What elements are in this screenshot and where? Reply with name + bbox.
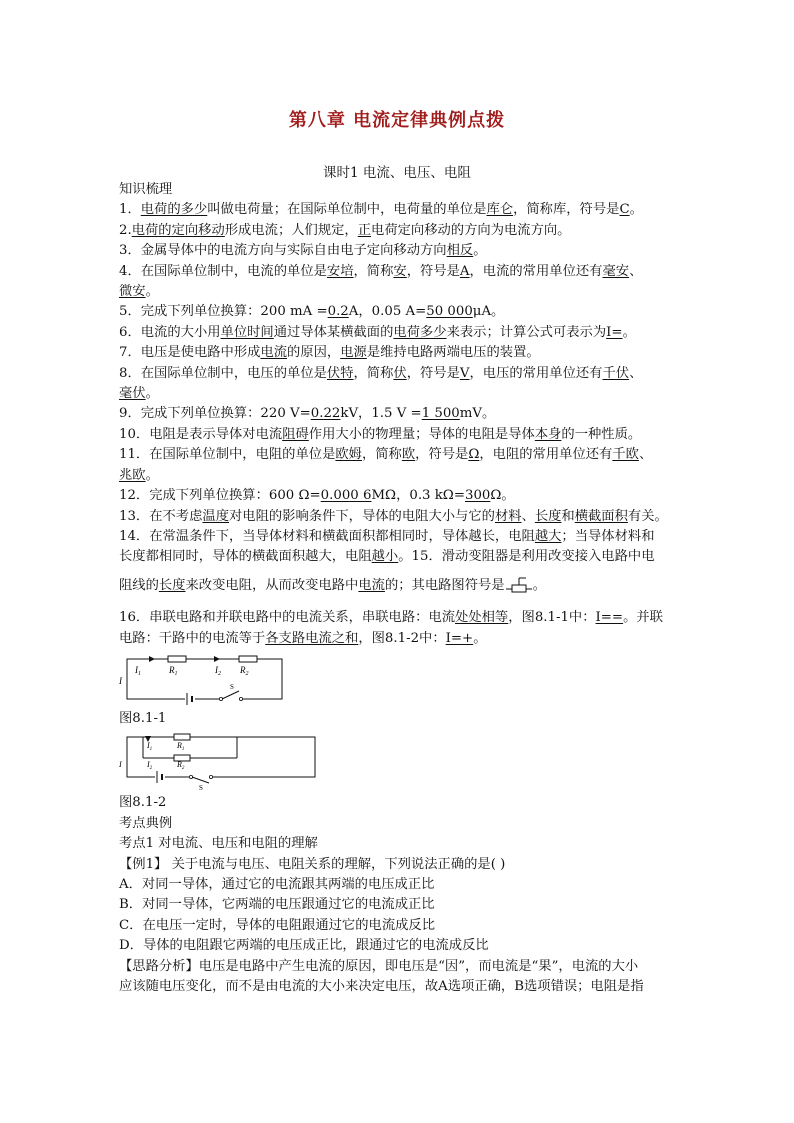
item-8-cont: 毫伏。 [119,386,159,402]
option-b: B．对同一导体，它两端的电压跟通过它的电流成正比 [119,897,435,913]
current-arrow-icon [214,656,220,662]
resistor-r1 [174,734,190,740]
label-s: S [230,682,234,691]
switch-contact [239,697,242,700]
analysis-line-1: 【思路分析】电压是电路中产生电流的原因，即电压是“因”，而电流是“果”，电流的大小 [119,958,639,974]
label-s: S [199,784,203,792]
option-d: D．导体的电阻跟它两端的电压成正比，跟通过它的电流成反比 [119,938,489,954]
item-8: 8．在国际单位制中，电压的单位是伏特，简称伏，符号是V，电压的常用单位还有千伏、 [119,365,643,381]
examples-heading: 考点典例 [119,815,173,831]
series-circuit-diagram [119,653,289,707]
label-i2: $I_2$ [147,760,153,772]
item-11: 11．在国际单位制中，电阻的单位是欧姆，简称欧，符号是Ω，电阻的常用单位还有千欧、 [119,447,653,463]
page-title: 第八章 电流定律典例点拨 [288,110,506,131]
item-9: 9．完成下列单位换算：220 V=0.22kV，1.5 V =1 500mV。 [119,406,496,422]
label-i2: $I_2$ [215,664,221,677]
option-c: C．在电压一定时，导体的电阻跟通过它的电流成反比 [119,917,436,933]
label-r2: $R_2$ [240,664,249,677]
document-body [119,180,679,997]
option-a: A．对同一导体，通过它的电流跟其两端的电压成正比 [119,876,435,892]
key-point-1: 考点1 对电流、电压和电阻的理解 [119,836,318,852]
label-r2: $R_2$ [177,760,185,772]
lesson-subtitle: 课时1 电流、电压、电阻 [323,165,471,181]
item-14-cont: 长度都相同时，导体的横截面积越大，电阻越小。15．滑动变阻器是利用改变接入电路中电 [119,549,655,565]
label-i1: $I_1$ [135,664,141,677]
label-r1: $R_1$ [169,664,178,677]
analysis-line-2: 应该随电压变化，而不是由电流的大小来决定电压，故A选项正确，B选项错误；电阻是指 [119,979,644,994]
item-15: 阻线的长度来改变电阻，从而改变电路中电流的；其电路图符号是 。 [119,577,546,593]
switch-contact [209,776,212,779]
item-7: 7．电压是使电路中形成电流的原因，电源是维持电路两端电压的装置。 [119,345,540,361]
item-14: 14．在常温条件下，当导体材料和横截面积都相同时，导体越长，电阻越大；当导体材料和 [119,528,655,544]
item-13: 13．在不考虑温度对电阻的影响条件下，导体的电阻大小与它的材料、长度和横截面积有关。 [119,508,668,524]
item-16: 16．串联电路和并联电路中的电流关系，串联电路：电流处处相等，图8.1-1中：I==。并联 [119,610,663,626]
parallel-circuit-diagram [119,733,319,791]
resistor-r2 [239,656,257,662]
figure-caption-1: 图8.1-1 [119,710,167,726]
current-arrow-icon [149,656,155,662]
item-11-cont: 兆欧。 [119,467,159,483]
item-1: 1．电荷的多少叫做电荷量；在国际单位制中，电荷量的单位是库仑，简称库，符号是C。 [119,202,643,218]
label-i1: $I_1$ [147,741,153,753]
circuit-wire-loop [127,659,282,699]
item-3: 3．金属导体中的电流方向与实际自由电子定向移动方向相反。 [119,243,487,259]
section-heading: 知识梳理 [119,182,173,197]
example-1-question: 【例1】 关于电流与电压、电阻关系的理解，下列说法正确的是( ) [119,856,506,872]
resistor-r1 [168,656,186,662]
rheostat-symbol-icon [506,577,532,593]
label-i: I [119,760,122,770]
figure-caption-2: 图8.1-2 [119,795,167,811]
item-4: 4．在国际单位制中，电流的单位是安培，简称安，符号是A，电流的常用单位还有毫安、 [119,263,643,279]
item-16-cont: 电路：干路中的电流等于各支路电流之和，图8.1-2中：I=+。 [119,630,487,646]
item-2: 2.电荷的定向移动形成电流；人们规定，正电荷定向移动的方向为电流方向。 [119,222,571,238]
item-10: 10．电阻是表示导体对电流阻碍作用大小的物理量；导体的电阻是导体本身的一种性质。 [119,426,642,442]
item-4-cont: 微安。 [119,284,159,300]
item-5: 5．完成下列单位换算：200 mA =0.2A，0.05 A=50 000μA。 [119,304,505,320]
item-12: 12．完成下列单位换算：600 Ω=0.000 6MΩ，0.3 kΩ=300Ω。 [119,488,515,504]
item-6: 6．电流的大小用单位时间通过导体某横截面的电荷多少来表示；计算公式可表示为I=。 [119,324,636,340]
label-i: I [119,675,122,686]
label-r1: $R_1$ [177,741,185,753]
